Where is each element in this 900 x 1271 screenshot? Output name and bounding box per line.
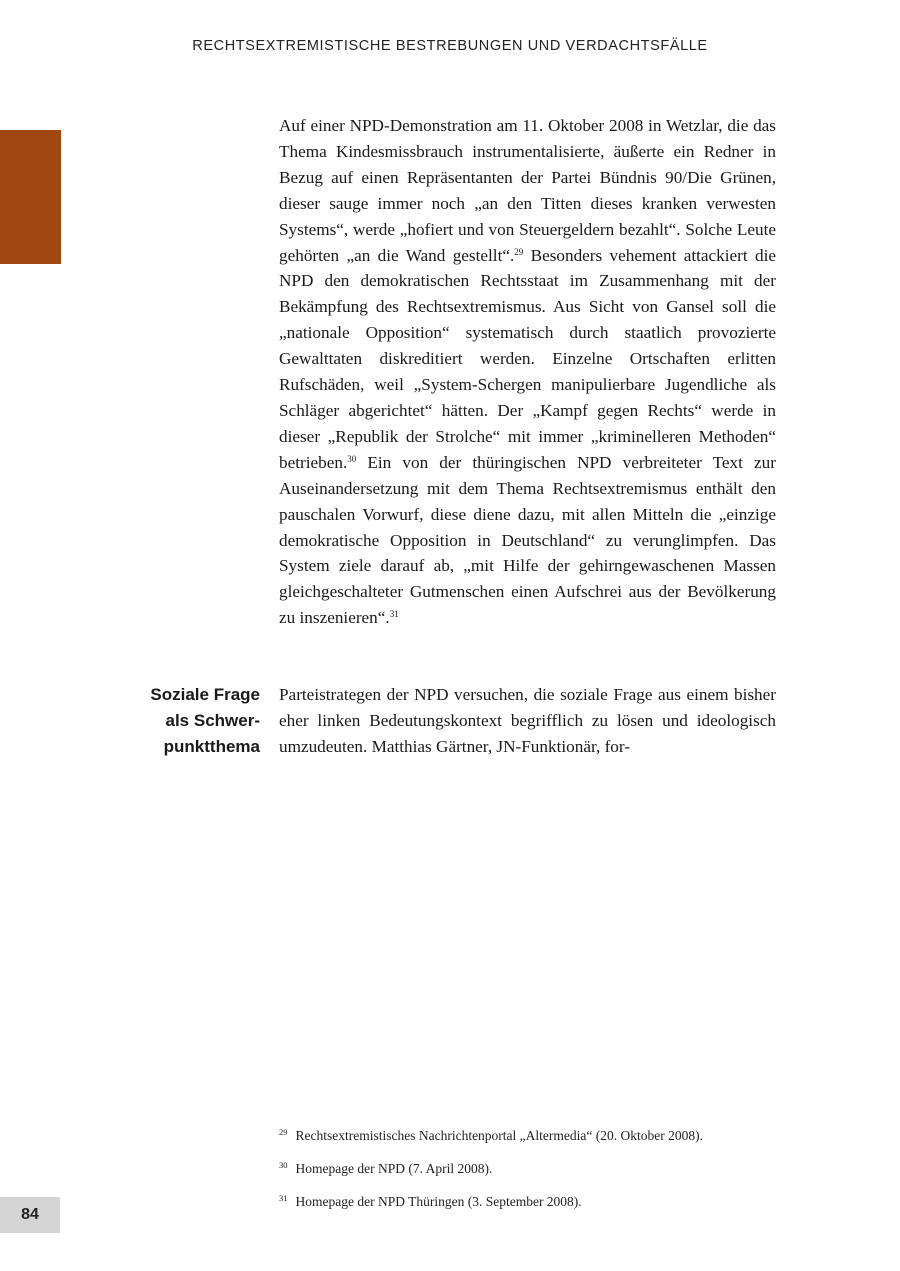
footnote-31 xyxy=(279,1189,799,1211)
paragraph-1-text-c: Ein von der thüringischen NPD verbreiteter Text zur Auseinandersetzung mit dem Thema Rechtsextremismus enthält den pauschalen Vorwurf, diese diene dazu, mit allen Mitteln die „einzige demokratische Opposition in Deutschland“ zu verunglimpfen. Das System ziele darauf ab, „mit Hilfe der gehirngewaschenen Massen gleichgeschalteter Gutmenschen einen Aufschrei aus der Bevölkerung zu inszenieren“. xyxy=(279,452,776,628)
marginal-heading-line-3: punktthema xyxy=(163,737,260,756)
footnote-ref-31[interactable]: 31 xyxy=(389,609,399,620)
footnote-number: 29 xyxy=(279,1127,288,1137)
footnote-text: Homepage der NPD (7. April 2008). xyxy=(295,1161,493,1176)
page-number: 84 xyxy=(0,1197,60,1233)
footnote-number: 31 xyxy=(279,1193,288,1203)
footnote-30 xyxy=(279,1156,799,1178)
footnote-text: Rechtsextremistisches Nachrichtenportal „Altermedia“ (20. Oktober 2008). xyxy=(295,1128,703,1143)
marginal-heading-line-2: als Schwer- xyxy=(165,711,260,730)
body-paragraph-1 xyxy=(279,113,776,631)
marginal-heading xyxy=(100,682,260,760)
footnote-number: 30 xyxy=(279,1160,288,1170)
marginal-heading-line-1: Soziale Frage xyxy=(150,685,260,704)
footnote-ref-29[interactable]: 29 xyxy=(514,246,524,257)
running-header: RECHTSEXTREMISTISCHE BESTREBUNGEN UND VERDACHTSFÄLLE xyxy=(192,38,708,54)
body-paragraph-2: Parteistrategen der NPD versuchen, die soziale Frage aus einem bisher eher linken Bedeutungskontext begrifflich zu lösen und ideologisch umzudeuten. Matthias Gärtner, JN-Funktionär, for- xyxy=(279,685,776,756)
footnote-ref-30[interactable]: 30 xyxy=(347,453,357,464)
footnote-text: Homepage der NPD Thüringen (3. September 2008). xyxy=(295,1194,582,1209)
paragraph-1-text-a: Auf einer NPD-Demonstration am 11. Oktober 2008 in Wetzlar, die das Thema Kindesmissbrauch instrumentalisierte, äußerte ein Redner in Bezug auf einen Repräsentanten der Partei Bündnis 90/Die Grünen, dieser sauge immer noch „an den Titten dieses kranken verwesten Systems“, werde „hofiert und von Steuergeldern bezahlt“. Solche Leute gehörten „an die Wand gestellt“. xyxy=(279,116,776,265)
chapter-tab-marker xyxy=(0,130,61,264)
footnotes xyxy=(279,1123,799,1222)
footnote-29 xyxy=(279,1123,799,1145)
paragraph-1-text-b: Besonders vehement attackiert die NPD den demokratischen Rechtsstaat im Zusammenhang mit der Bekämpfung des Rechtsextremismus. Aus Sicht von Gansel soll die „nationale Opposition“ systematisch durch staatlich provozierte Gewalttaten diskreditiert werden. Einzelne Ortschaften erlitten Rufschäden, weil „System-Schergen manipulierbare Jugendliche als Schläger abgerichtet“ hätten. Der „Kampf gegen Rechts“ werde in dieser „Republik der Strolche“ mit immer „kriminelleren Methoden“ betrieben. xyxy=(279,245,776,472)
